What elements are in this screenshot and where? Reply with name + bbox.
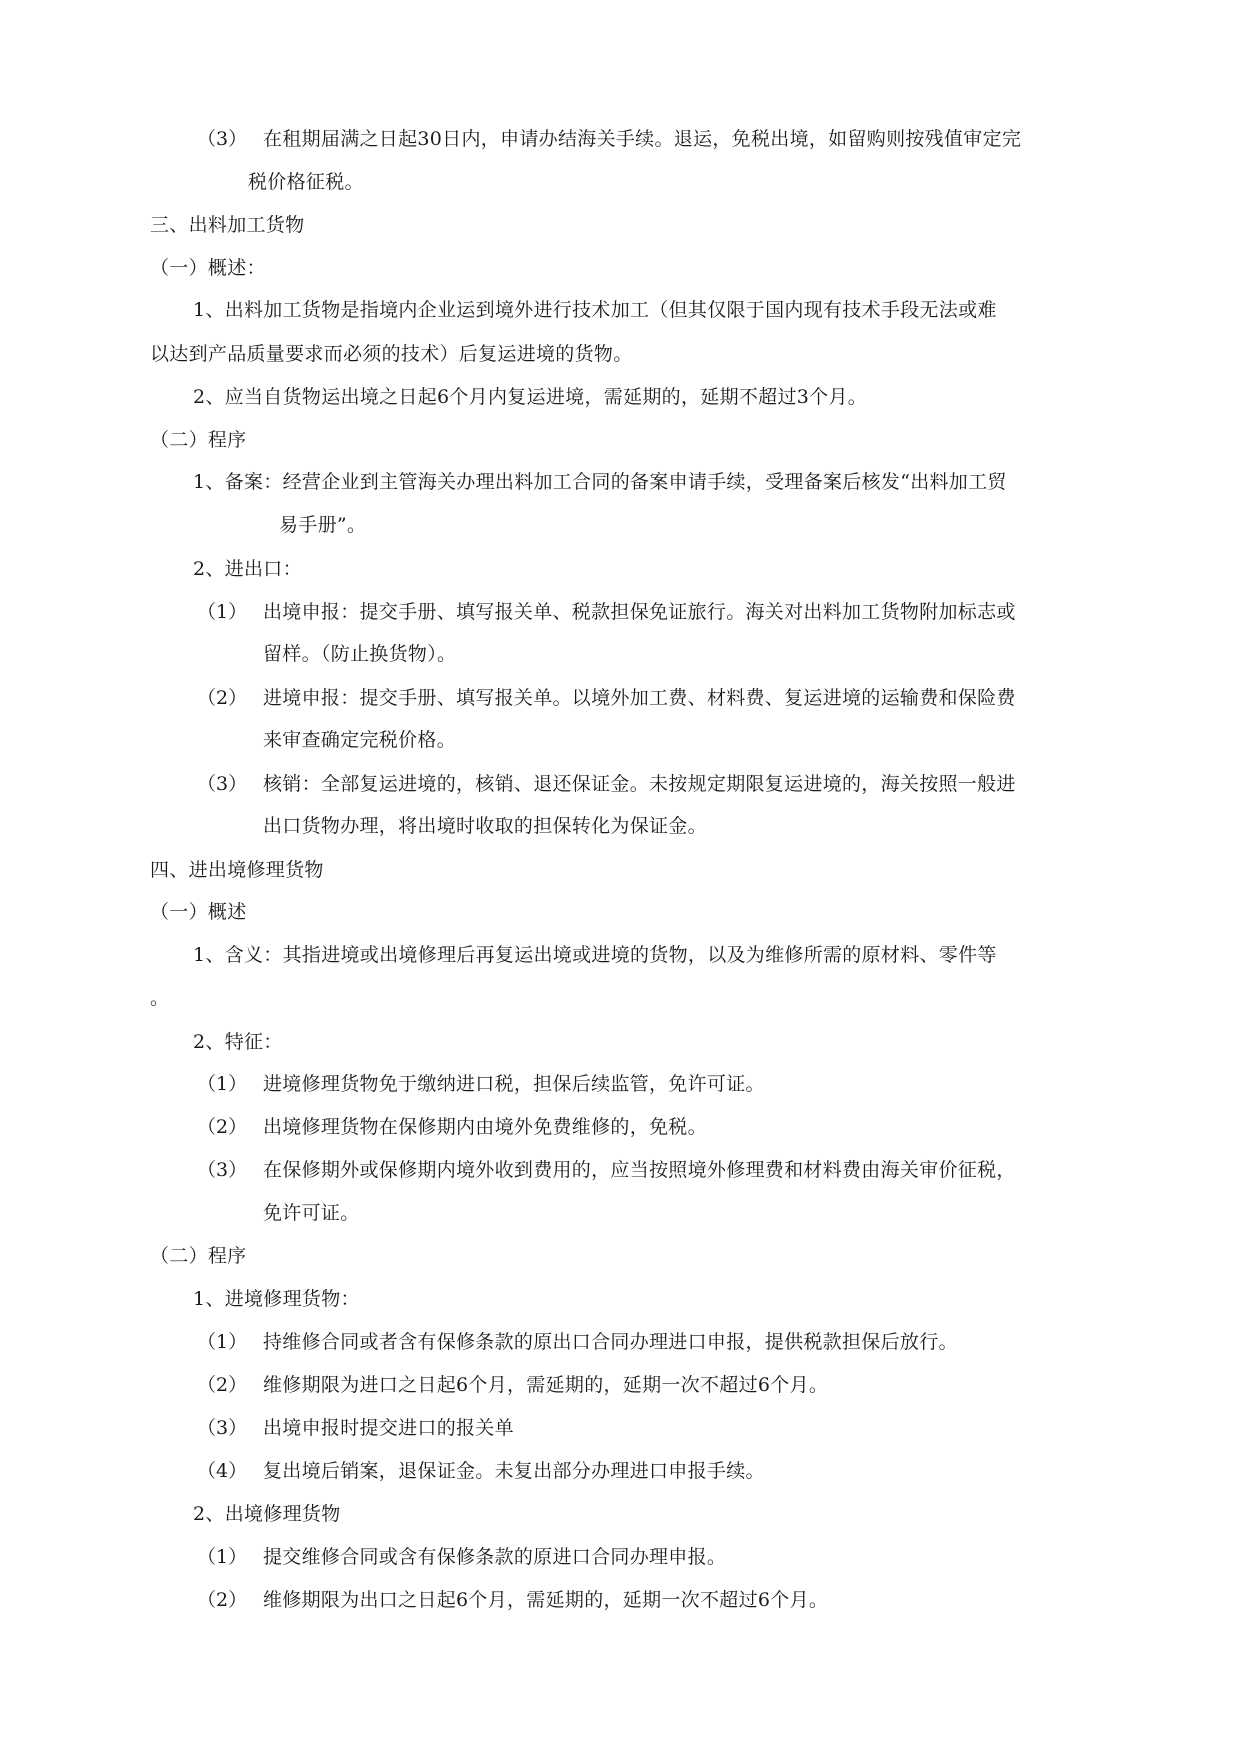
paragraph-line: 出口货物办理，将出境时收取的担保转化为保证金。 [263, 815, 707, 837]
paragraph-line: 2、进出口： [193, 558, 302, 580]
paragraph-line: 免许可证。 [263, 1202, 360, 1224]
paragraph-line: 1、含义：其指进境或出境修理后再复运出境或进境的货物，以及为维修所需的原材料、零件等 [193, 944, 997, 966]
paragraph-line: 留样。（防止换货物）。 [263, 643, 457, 665]
paragraph-line: 来审查确定完税价格。 [263, 729, 457, 751]
paragraph-line: 复出境后销案，退保证金。未复出部分办理进口申报手续。 [263, 1460, 765, 1482]
item-number: （4） [197, 1460, 248, 1482]
paragraph-line: 核销：全部复运进境的，核销、退还保证金。未按规定期限复运进境的，海关按照一般进 [263, 773, 1016, 795]
paragraph-line: 以达到产品质量要求而必须的技术）后复运进境的货物。 [150, 343, 633, 365]
item-number: （2） [197, 1116, 248, 1138]
paragraph-line: 进境修理货物免于缴纳进口税，担保后续监管，免许可证。 [263, 1073, 765, 1095]
item-number: （1） [197, 601, 248, 623]
item-number: （1） [197, 1546, 248, 1568]
paragraph-line: 在保修期外或保修期内境外收到费用的，应当按照境外修理费和材料费由海关审价征税， [263, 1159, 1016, 1181]
paragraph-line: 持维修合同或者含有保修条款的原出口合同办理进口申报，提供税款担保后放行。 [263, 1331, 958, 1353]
item-number: （3） [197, 1417, 248, 1439]
paragraph-line: 税价格征税。 [248, 171, 364, 193]
paragraph-line: 进境申报：提交手册、填写报关单。以境外加工费、材料费、复运进境的运输费和保险费 [263, 687, 1016, 709]
paragraph-line: 易手册”。 [279, 514, 367, 536]
item-number: （2） [197, 1374, 248, 1396]
item-number: （1） [197, 1073, 248, 1095]
paragraph-line: 1、备案：经营企业到主管海关办理出料加工合同的备案申请手续，受理备案后核发“出料加工贸 [193, 471, 1007, 493]
subsection-heading: （二）程序 [150, 429, 247, 451]
paragraph-line: 维修期限为出口之日起6个月，需延期的，延期一次不超过6个月。 [263, 1589, 829, 1611]
paragraph-line: 。 [150, 987, 170, 1009]
paragraph-line: 维修期限为进口之日起6个月，需延期的，延期一次不超过6个月。 [263, 1374, 829, 1396]
item-number: （1） [197, 1331, 248, 1353]
paragraph-line: 提交维修合同或含有保修条款的原进口合同办理申报。 [263, 1546, 727, 1568]
item-number: （3） [197, 128, 248, 150]
paragraph-line: 1、进境修理货物： [193, 1288, 360, 1310]
section-heading: 三、出料加工货物 [150, 214, 305, 236]
item-number: （2） [197, 1589, 248, 1611]
paragraph-line: 1、出料加工货物是指境内企业运到境外进行技术加工（但其仅限于国内现有技术手段无法或难 [193, 299, 997, 321]
section-heading: 四、进出境修理货物 [150, 859, 324, 881]
paragraph-line: 在租期届满之日起30日内，申请办结海关手续。退运，免税出境，如留购则按残值审定完 [263, 128, 1022, 150]
paragraph-line: 2、应当自货物运出境之日起6个月内复运进境，需延期的，延期不超过3个月。 [193, 386, 868, 408]
item-number: （2） [197, 687, 248, 709]
paragraph-line: 出境申报时提交进口的报关单 [263, 1417, 514, 1439]
paragraph-line: 2、特征： [193, 1031, 283, 1053]
item-number: （3） [197, 773, 248, 795]
item-number: （3） [197, 1159, 248, 1181]
paragraph-line: 出境修理货物在保修期内由境外免费维修的，免税。 [263, 1116, 707, 1138]
paragraph-line: 2、出境修理货物 [193, 1503, 341, 1525]
subsection-heading: （一）概述： [150, 257, 266, 279]
paragraph-line: 出境申报：提交手册、填写报关单、税款担保免证旅行。海关对出料加工货物附加标志或 [263, 601, 1016, 623]
subsection-heading: （二）程序 [150, 1245, 247, 1267]
subsection-heading: （一）概述 [150, 901, 247, 923]
